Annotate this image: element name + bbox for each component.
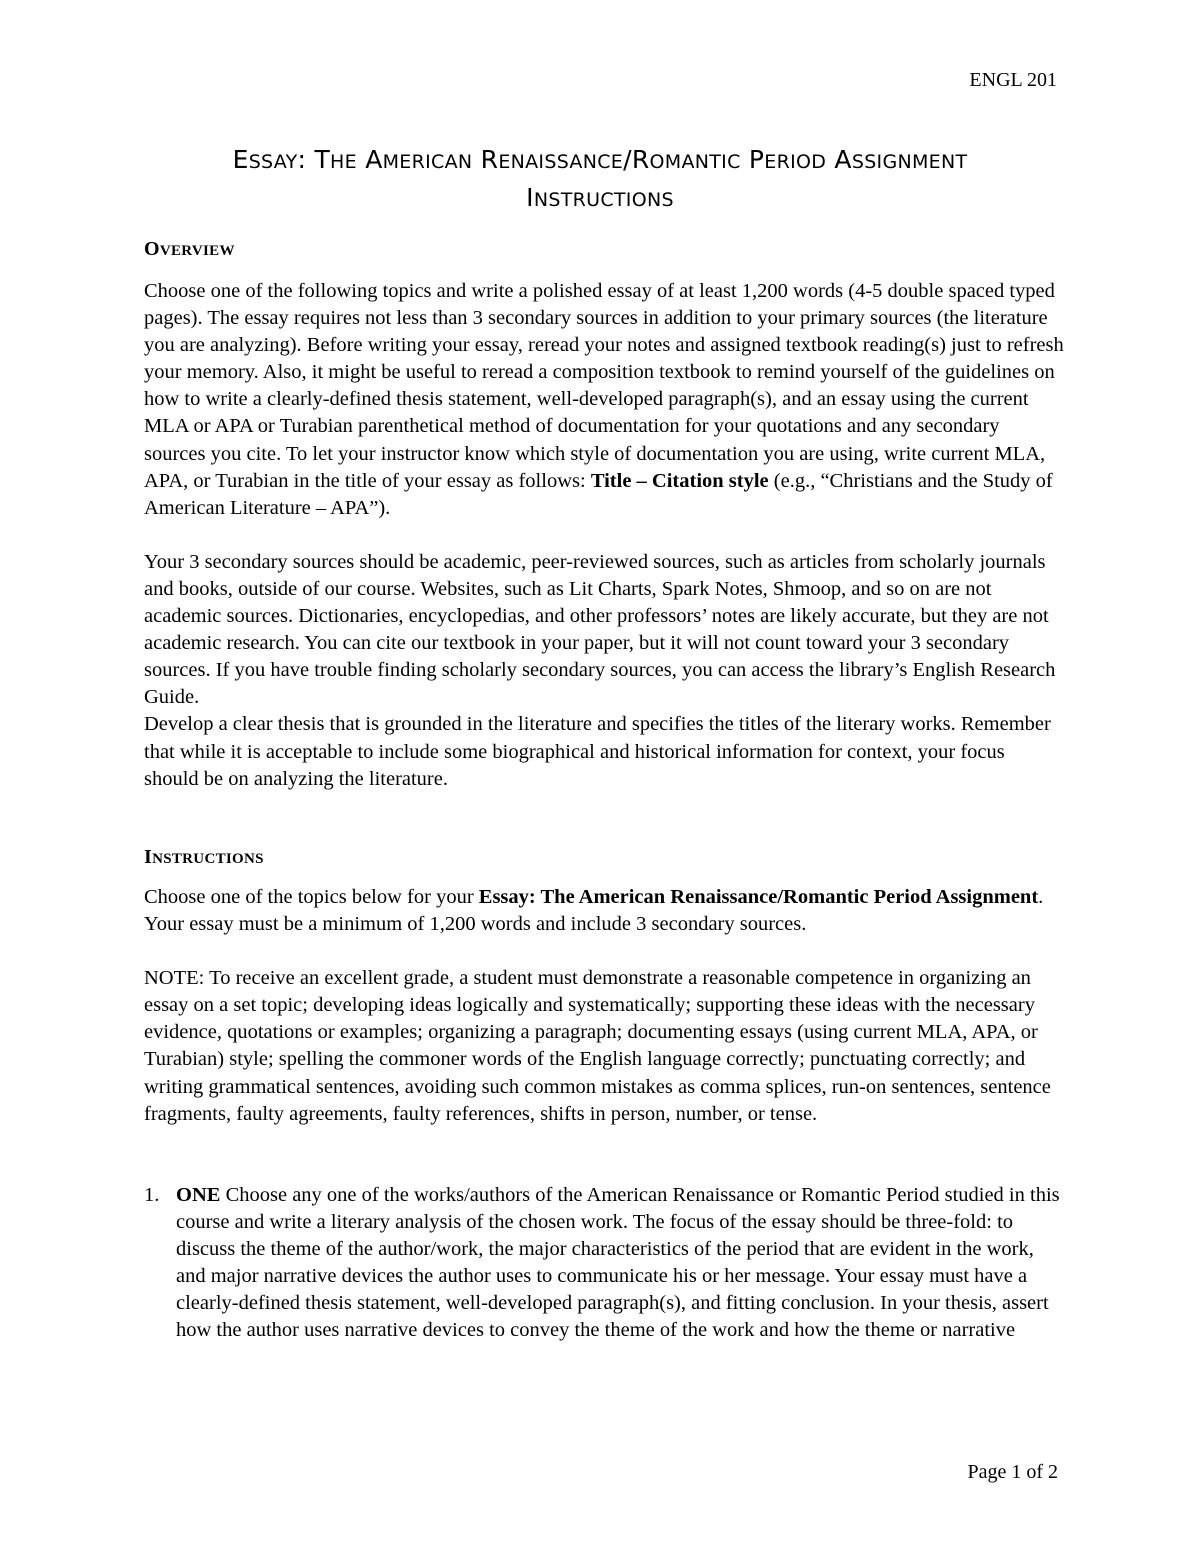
title-smallcaps: NSTRUCTIONS bbox=[533, 189, 674, 211]
title-cap: A bbox=[826, 145, 852, 174]
grading-note: NOTE: To receive an excellent grade, a student must demonstrate a reasonable competence in organizing an essay on a set topic; developing ideas logically and systematically; supporting these ideas with the necessary evidence, quotations or examples; organizing a paragraph; documenting essays (using current MLA, APA, or Turabian) style; spelling the commoner words of the English language correctly; punctuating correctly; and writing grammatical sentences, avoiding such common mistakes as comma splices, run-on sentences, sentence fragments, faulty agreements, faulty references, shifts in person, number, or tense. bbox=[144, 967, 1051, 1125]
instructions-paragraph bbox=[144, 884, 1064, 938]
title-smallcaps: ERIOD bbox=[764, 151, 827, 173]
heading-cap: I bbox=[144, 846, 153, 868]
course-code: ENGL 201 bbox=[969, 69, 1057, 91]
overview-body bbox=[144, 278, 1064, 793]
heading-smallcaps: VERVIEW bbox=[159, 243, 235, 259]
topic-text bbox=[176, 1182, 1064, 1345]
title-smallcaps: HE bbox=[330, 151, 357, 173]
heading-cap: O bbox=[144, 238, 160, 260]
paragraph-text: Choose one of the following topics and write a polished essay of at least 1,200 words (4-5 double spaced typed pages). The essay requires not less than 3 secondary sources in addition to your primary sources (the literature you are analyzing). Before writing your essay, reread your notes and assigned textbook reading(s) just to refresh your memory. Also, it might be useful to reread a composition textbook to remind yourself of the guidelines on how to write a clearly-defined thesis statement, well-developed paragraph(s), and an essay using the current MLA or APA or Turabian parenthetical method of documentation for your quotations and any secondary sources you cite. To let your instructor know which style of documentation you are using, write current MLA, APA, or Turabian in the title of your essay as follows: bbox=[144, 280, 1064, 492]
paragraph-text: Choose one of the topics below for your bbox=[144, 886, 479, 908]
topic-label: ONE bbox=[176, 1184, 221, 1206]
title-smallcaps: MERICAN bbox=[382, 151, 473, 173]
heading-smallcaps: NSTRUCTIONS bbox=[152, 851, 264, 867]
title-cap: /R bbox=[623, 145, 650, 174]
overview-heading bbox=[144, 238, 235, 261]
page-number: Page 1 of 2 bbox=[967, 1461, 1058, 1483]
title-cap: A bbox=[356, 145, 383, 174]
paragraph-text: (e.g., “Christians and the Study of American Literature – APA”). bbox=[144, 469, 1053, 519]
title-cap: R bbox=[472, 145, 499, 174]
citation-style-emphasis: Title – Citation style bbox=[590, 469, 769, 492]
page-title bbox=[120, 142, 1080, 218]
paragraph-text: . Your essay must be a minimum of 1,200 words and include 3 secondary sources. bbox=[144, 886, 1044, 936]
title-line-2 bbox=[120, 180, 1080, 218]
instructions-body bbox=[144, 884, 1064, 1128]
overview-paragraph-1 bbox=[144, 278, 1064, 522]
instructions-heading bbox=[144, 846, 264, 869]
title-line-1 bbox=[120, 142, 1080, 180]
topic-list bbox=[144, 1182, 1064, 1345]
list-number: 1. bbox=[144, 1184, 160, 1206]
title-cap: E bbox=[232, 145, 249, 174]
title-smallcaps: SSAY bbox=[248, 151, 298, 173]
title-smallcaps: SSIGNMENT bbox=[851, 151, 968, 173]
overview-paragraph-3: Develop a clear thesis that is grounded in the literature and specifies the titles of the literary works. Remember that while it is acceptable to include some biographical and historical information for context, your focus should be on analyzing the literature. bbox=[144, 713, 1051, 790]
title-cap: I bbox=[526, 183, 534, 212]
list-item bbox=[144, 1182, 1064, 1345]
title-cap: P bbox=[740, 145, 765, 174]
title-smallcaps: OMANTIC bbox=[649, 151, 741, 173]
assignment-title-emphasis: Essay: The American Renaissance/Romantic Period Assignment bbox=[478, 886, 1039, 908]
topic-description: Choose any one of the works/authors of the American Renaissance or Romantic Period studied in this course and write a literary analysis of the chosen work. The focus of the essay should be three-fold: to discuss the theme of the author/work, the major characteristics of the period that are evident in the work, and major narrative devices the author uses to communicate his or her message. Your essay must have a clearly-defined thesis statement, well-developed paragraph(s), and fitting conclusion. In your thesis, assert how the author uses narrative devices to convey the theme of the work and how the theme or narrative bbox=[176, 1184, 1060, 1342]
title-smallcaps: ENAISSANCE bbox=[498, 151, 624, 173]
title-cap: : T bbox=[297, 145, 331, 174]
overview-paragraph-2: Your 3 secondary sources should be academic, peer-reviewed sources, such as articles from scholarly journals and books, outside of our course. Websites, such as Lit Charts, Spark Notes, Shmoop, and so on are not academic sources. Dictionaries, encyclopedias, and other professors’ notes are likely accurate, but they are not academic research. You can cite our textbook in your paper, but it will not count toward your 3 secondary sources. If you have trouble finding scholarly secondary sources, you can access the library’s English Research Guide. bbox=[144, 550, 1056, 709]
